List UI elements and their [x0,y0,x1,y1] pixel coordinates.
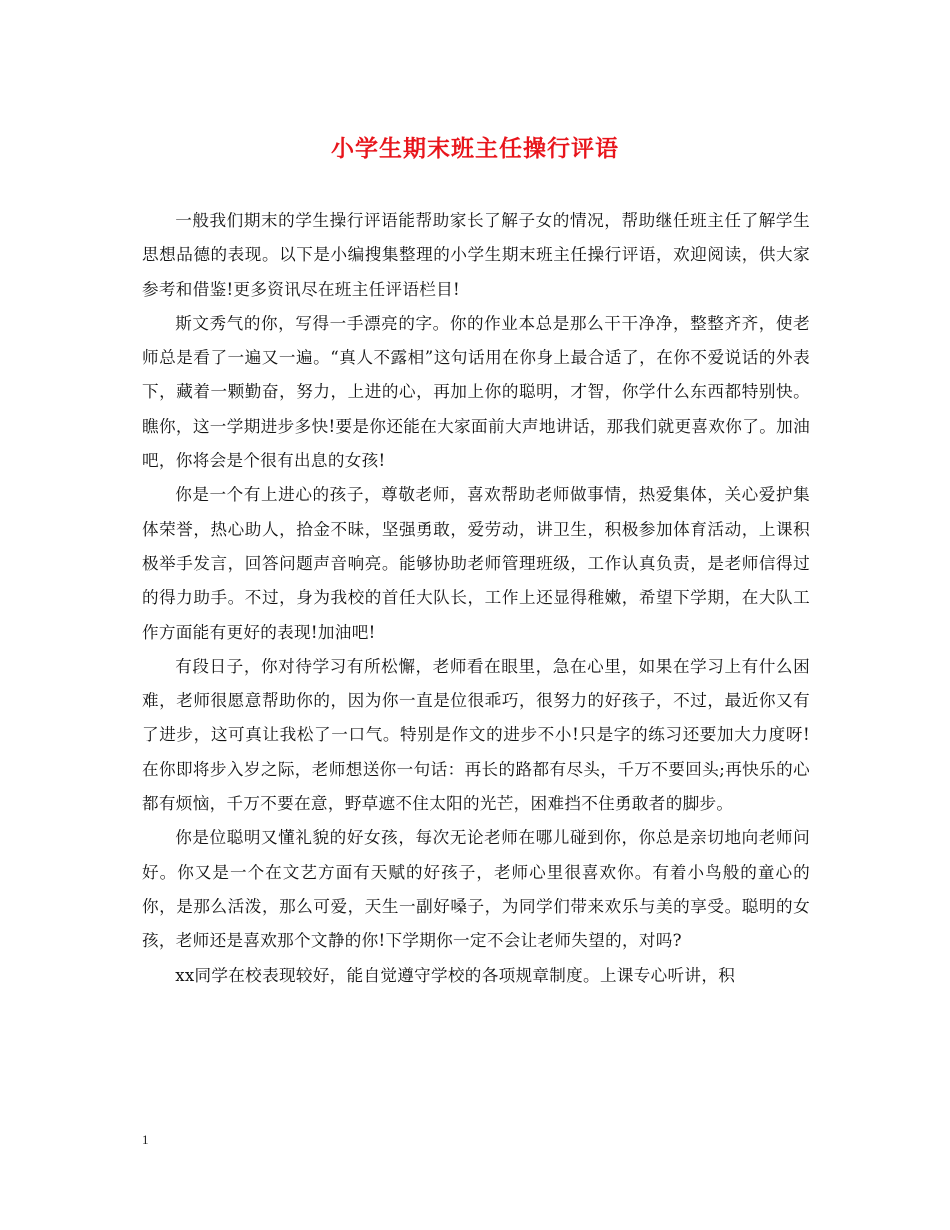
paragraph-comment-1: 斯文秀气的你，写得一手漂亮的字。你的作业本总是那么干干净净，整整齐齐，使老师总是看了一遍又一遍。“真人不露相”这句话用在你身上最合适了，在你不爱说话的外表下，藏着一颗勤奋，努力，上进的心，再加上你的聪明，才智，你学什么东西都特别快。瞧你，这一学期进步多快!要是你还能在大家面前大声地讲话，那我们就更喜欢你了。加油吧，你将会是个很有出息的女孩! [142,313,810,471]
paragraph-comment-5: xx同学在校表现较好，能自觉遵守学校的各项规章制度。上课专心听讲，积 [175,965,736,985]
document-title: 小学生期末班主任操行评语 [331,135,619,162]
page-number: 1 [142,1132,149,1147]
paragraph-intro: 一般我们期末的学生操行评语能帮助家长了解子女的情况，帮助继任班主任了解学生思想品德的表现。以下是小编搜集整理的小学生期末班主任操行评语，欢迎阅读，供大家参考和借鉴!更多资讯尽在班主任评语栏目! [142,211,810,299]
paragraph-comment-2: 你是一个有上进心的孩子，尊敬老师，喜欢帮助老师做事情，热爱集体，关心爱护集体荣誉，热心助人，拾金不昧，坚强勇敢，爱劳动，讲卫生，积极参加体育活动，上课积极举手发言，回答问题声音响亮。能够协助老师管理班级，工作认真负责，是老师信得过的得力助手。不过，身为我校的首任大队长，工作上还显得稚嫩，希望下学期，在大队工作方面能有更好的表现!加油吧! [142,485,810,642]
paragraph-comment-3: 有段日子，你对待学习有所松懈，老师看在眼里，急在心里，如果在学习上有什么困难，老师很愿意帮助你的，因为你一直是位很乖巧，很努力的好孩子，不过，最近你又有了进步，这可真让我松了一口气。特别是作文的进步不小!只是字的练习还要加大力度呀!在你即将步入岁之际，老师想送你一句话：再长的路都有尽头，千万不要回头;再快乐的心都有烦恼，千万不要在意，野草遮不住太阳的光芒，困难挡不住勇敢者的脚步。 [142,656,810,814]
document-body [142,204,810,993]
paragraph-comment-4: 你是位聪明又懂礼貌的好女孩，每次无论老师在哪儿碰到你，你总是亲切地向老师问好。你又是一个在文艺方面有天赋的好孩子，老师心里很喜欢你。有着小鸟般的童心的你，是那么活泼，那么可爱，天生一副好嗓子，为同学们带来欢乐与美的享受。聪明的女孩，老师还是喜欢那个文静的你!下学期你一定不会让老师失望的，对吗? [142,828,810,951]
